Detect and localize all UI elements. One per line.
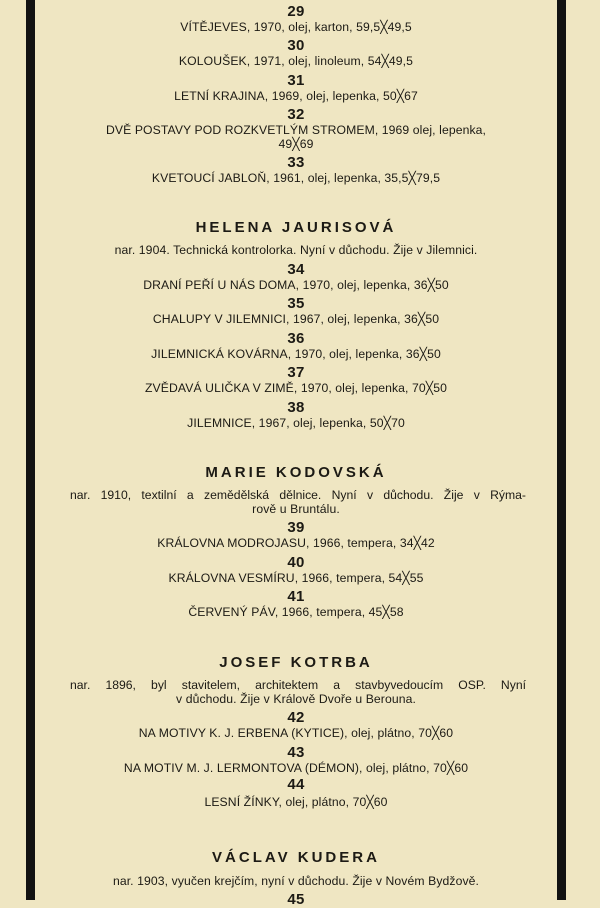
artist-bio: nar. 1896, byl stavitelem, architektem a stavbyvedoucím OSP. Nyní	[70, 678, 526, 692]
work-entry: JILEMNICE, 1967, olej, lepenka, 50╳70	[187, 416, 405, 430]
artist-bio: nar. 1910, textilní a zemědělská dělnice. Nyní v důchodu. Žije v Rýma-	[70, 488, 526, 502]
artist-name: VÁCLAV KUDERA	[212, 849, 380, 866]
work-number: 43	[287, 744, 305, 761]
artist-name: HELENA JAURISOVÁ	[195, 219, 397, 236]
work-entry: KRÁLOVNA VESMÍRU, 1966, tempera, 54╳55	[168, 571, 424, 585]
work-number: 40	[287, 554, 305, 571]
work-entry: ZVĚDAVÁ ULIČKA V ZIMĚ, 1970, olej, lepenka, 70╳50	[145, 381, 447, 395]
work-number: 44	[287, 776, 305, 793]
work-entry: LETNÍ KRAJINA, 1969, olej, lepenka, 50╳67	[174, 89, 418, 103]
work-entry: KVETOUCÍ JABLOŇ, 1961, olej, lepenka, 35,5╳79,5	[151, 171, 441, 185]
artist-bio-continued: v důchodu. Žije v Králově Dvoře u Berouna.	[176, 692, 416, 706]
work-number: 34	[287, 261, 305, 278]
work-number: 29	[287, 3, 305, 20]
work-entry: KRÁLOVNA MODROJASU, 1966, tempera, 34╳42	[157, 536, 435, 550]
work-entry: ČERVENÝ PÁV, 1966, tempera, 45╳58	[188, 605, 404, 619]
artist-bio: nar. 1904. Technická kontrolorka. Nyní v důchodu. Žije v Jilemnici.	[114, 243, 478, 257]
work-entry: JILEMNICKÁ KOVÁRNA, 1970, olej, lepenka, 36╳50	[151, 347, 441, 361]
work-entry: DRANÍ PEŘÍ U NÁS DOMA, 1970, olej, lepenka, 36╳50	[143, 278, 449, 292]
work-number: 42	[287, 709, 305, 726]
work-number: 30	[287, 37, 305, 54]
work-entry-continued: 49╳69	[278, 137, 314, 151]
work-number: 32	[287, 106, 305, 123]
right-border-rule	[557, 0, 566, 900]
work-entry: NA MOTIV M. J. LERMONTOVA (DÉMON), olej, plátno, 70╳60	[123, 761, 469, 775]
work-number: 33	[287, 154, 305, 171]
work-number: 38	[287, 399, 305, 416]
artist-name: JOSEF KOTRBA	[219, 654, 373, 671]
catalog-page	[40, 0, 552, 908]
work-entry: CHALUPY V JILEMNICI, 1967, olej, lepenka, 36╳50	[152, 312, 440, 326]
work-entry: LESNÍ ŽÍNKY, olej, plátno, 70╳60	[204, 795, 388, 809]
artist-name: MARIE KODOVSKÁ	[205, 464, 387, 481]
artist-bio-continued: rově u Bruntálu.	[252, 502, 340, 516]
work-number: 35	[287, 295, 305, 312]
artist-bio: nar. 1903, vyučen krejčím, nyní v důchodu. Žije v Novém Bydžově.	[112, 874, 480, 888]
work-number: 39	[287, 519, 305, 536]
work-entry: KOLOUŠEK, 1971, olej, linoleum, 54╳49,5	[178, 54, 414, 68]
work-number: 41	[287, 588, 305, 605]
work-number: 45	[287, 891, 305, 908]
work-entry: DVĚ POSTAVY POD ROZKVETLÝM STROMEM, 1969 olej, lepenka,	[105, 123, 487, 137]
work-entry: NA MOTIVY K. J. ERBENA (KYTICE), olej, plátno, 70╳60	[138, 726, 454, 740]
work-number: 31	[287, 72, 305, 89]
work-number: 37	[287, 364, 305, 381]
work-number: 36	[287, 330, 305, 347]
work-entry: VÍTĚJEVES, 1970, olej, karton, 59,5╳49,5	[180, 20, 412, 34]
left-border-rule	[26, 0, 35, 900]
